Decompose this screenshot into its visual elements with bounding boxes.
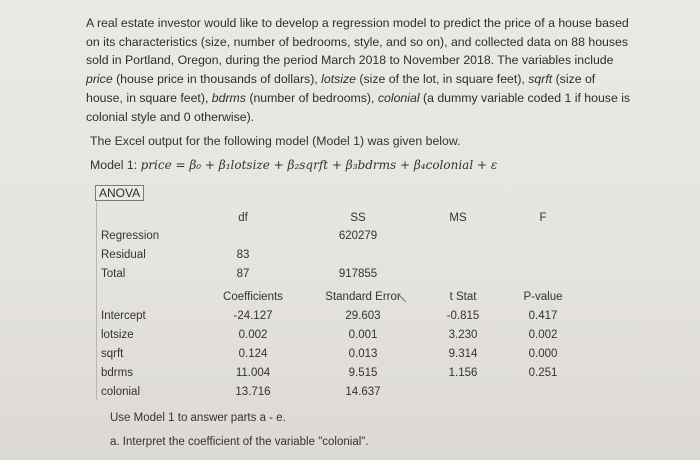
coef-header-coefficients: Coefficients bbox=[223, 291, 283, 303]
var-price: price bbox=[86, 72, 113, 87]
intro-text: (number of bedrooms), bbox=[245, 90, 378, 105]
instructions: Use Model 1 to answer parts a - e. bbox=[110, 412, 286, 424]
intro-text: A real estate investor would like to develop a regression model to predict the price of a house based on its characteristics (size, number of bedrooms, style, and so on), and collected data on 88 houses sold in Portland, Oregon, during the period March 2018 to November 2018. The variables include bbox=[86, 16, 629, 68]
tstat-cell: -0.815 bbox=[446, 310, 480, 322]
coef-cell: 0.124 bbox=[238, 348, 268, 360]
intro-text: (size of house, in square feet), bbox=[86, 72, 596, 105]
var-sqrft: sqrft bbox=[528, 72, 553, 87]
pen-mark: \ bbox=[396, 290, 408, 306]
question-a: a. Interpret the coefficient of the variable "colonial". bbox=[110, 436, 369, 448]
coef-cell: 13.716 bbox=[235, 386, 271, 398]
intro-text: (a dummy variable coded 1 if house is colonial style and 0 otherwise). bbox=[86, 90, 631, 124]
coef-row-label: bdrms bbox=[101, 367, 133, 379]
var-bdrms: bdrms bbox=[211, 90, 246, 105]
anova-title: ANOVA bbox=[95, 185, 144, 201]
coef-row-label: lotsize bbox=[101, 329, 134, 341]
model-label: Model 1: bbox=[90, 158, 141, 172]
problem-description bbox=[86, 14, 631, 126]
coef-row-label: Intercept bbox=[101, 310, 146, 322]
anova-header-df: df bbox=[238, 212, 248, 224]
model-formula: price = β₀ + β₁lotsize + β₂sqrft + β₃bdrms + β₄colonial + ε bbox=[140, 158, 498, 172]
anova-header-f: F bbox=[539, 212, 547, 224]
model-equation bbox=[90, 158, 497, 172]
anova-row-label: Residual bbox=[101, 249, 146, 261]
se-cell: 9.515 bbox=[348, 367, 378, 379]
coef-cell: -24.127 bbox=[233, 310, 273, 322]
coef-cell: 0.002 bbox=[238, 329, 268, 341]
var-colonial: colonial bbox=[377, 90, 420, 105]
intro-text: (size of the lot, in square feet), bbox=[356, 72, 529, 87]
tstat-cell: 1.156 bbox=[448, 367, 478, 379]
coef-row-label: sqrft bbox=[101, 348, 124, 360]
anova-row-label: Total bbox=[101, 268, 126, 280]
coef-cell: 11.004 bbox=[235, 367, 271, 379]
var-lotsize: lotsize bbox=[321, 72, 356, 87]
pvalue-cell: 0.417 bbox=[528, 310, 558, 322]
coef-row-label: colonial bbox=[101, 386, 140, 398]
anova-row-label: Regression bbox=[101, 230, 160, 242]
tstat-cell: 3.230 bbox=[448, 329, 478, 341]
se-cell: 29.603 bbox=[345, 310, 381, 322]
anova-df-cell: 87 bbox=[236, 268, 250, 280]
excel-output-line: The Excel output for the following model (Model 1) was given below. bbox=[90, 134, 461, 148]
anova-header-ss: SS bbox=[350, 212, 366, 224]
pvalue-cell: 0.251 bbox=[528, 367, 558, 379]
pvalue-cell: 0.002 bbox=[528, 329, 558, 341]
anova-ss-cell: 917855 bbox=[338, 268, 378, 280]
se-cell: 14.637 bbox=[345, 386, 381, 398]
tstat-cell: 9.314 bbox=[448, 348, 478, 360]
coef-header-se: Standard Error bbox=[325, 291, 401, 303]
intro-text: (house price in thousands of dollars), bbox=[112, 72, 322, 87]
se-cell: 0.013 bbox=[348, 348, 378, 360]
anova-df-cell: 83 bbox=[236, 249, 250, 261]
anova-header-ms: MS bbox=[449, 212, 467, 224]
anova-ss-cell: 620279 bbox=[338, 230, 378, 242]
se-cell: 0.001 bbox=[348, 329, 378, 341]
pvalue-cell: 0.000 bbox=[528, 348, 558, 360]
coef-header-tstat: t Stat bbox=[449, 291, 477, 303]
coef-header-pvalue: P-value bbox=[523, 291, 563, 303]
